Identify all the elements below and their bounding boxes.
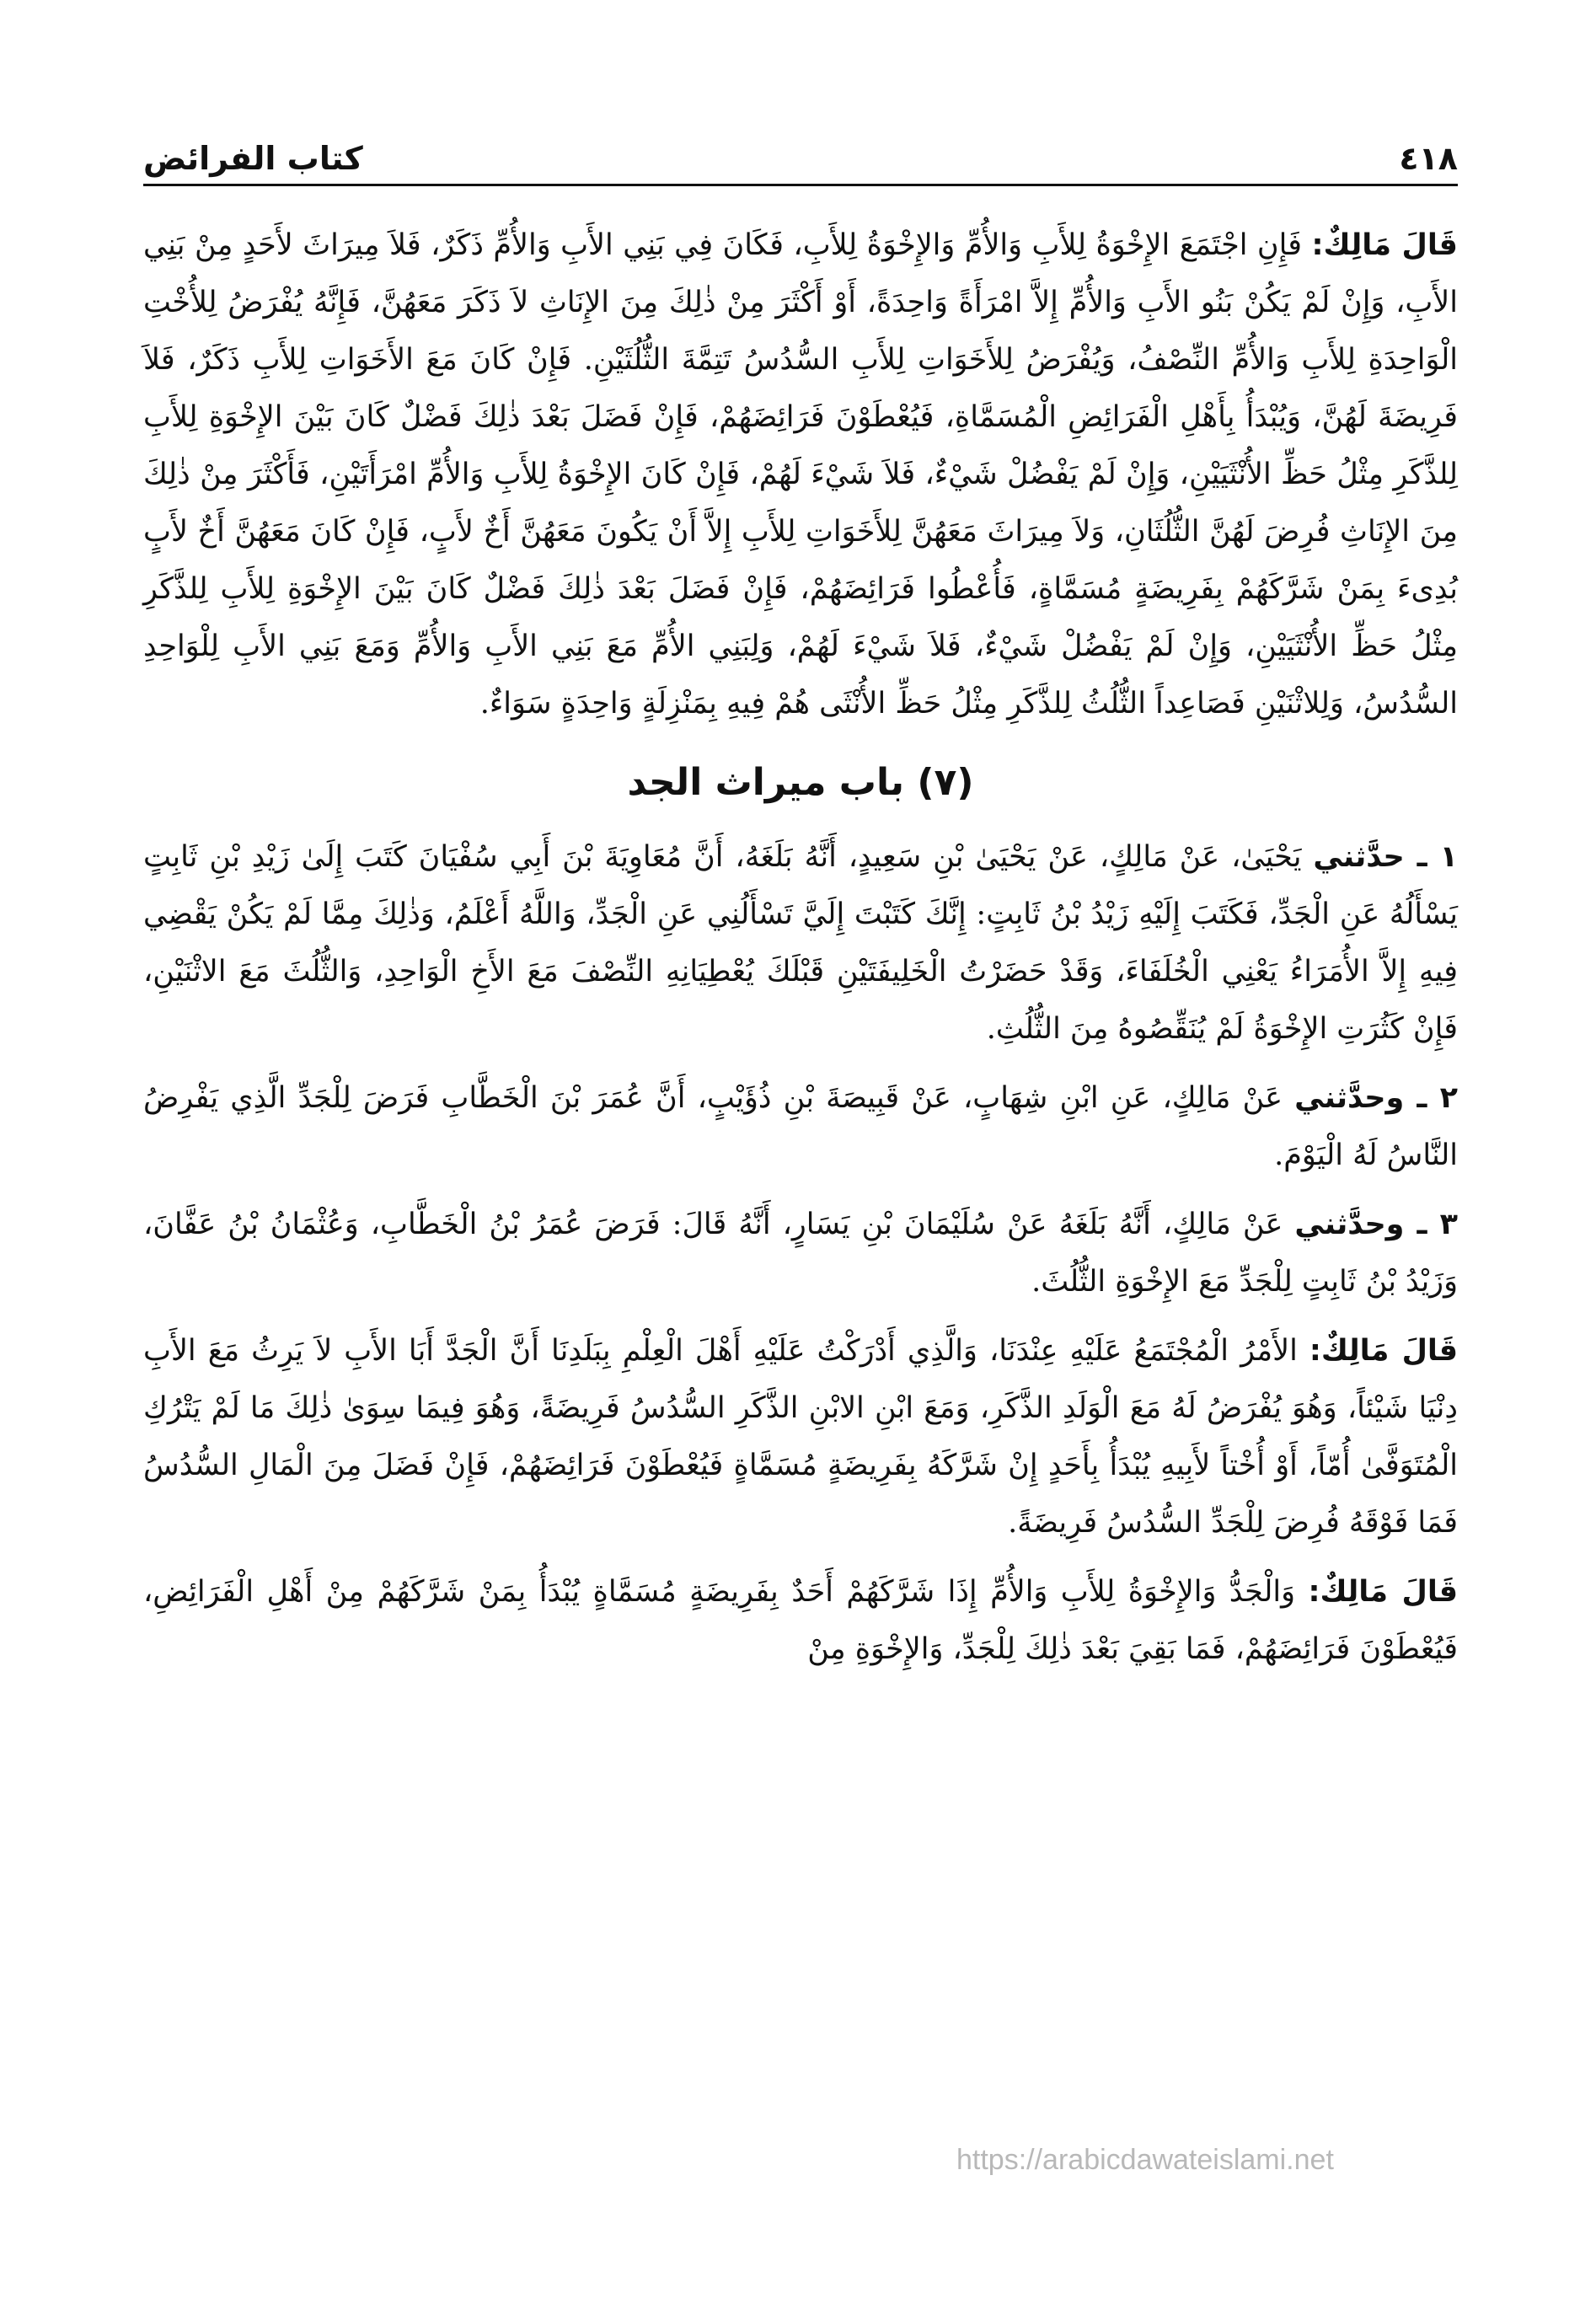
paragraph-malik-2	[143, 1322, 1458, 1551]
paragraph-lead: قَالَ مَالِكٌ:	[1311, 228, 1458, 262]
running-head	[143, 118, 1458, 186]
hadith-lead: ٢ ـ وحدَّثني	[1294, 1081, 1458, 1115]
paragraph-lead: قَالَ مَالِكٌ:	[1309, 1334, 1458, 1368]
hadith-3	[143, 1196, 1458, 1310]
hadith-text: عَنْ مَالِكٍ، عَنِ ابْنِ شِهَابٍ، عَنْ قَبِيصَةَ بْنِ ذُؤَيْبٍ، أَنَّ عُمَرَ بْنَ الْخَطَّابِ فَرَضَ لِلْجَدِّ الَّذِي يَفْرِضُ النَّاسُ لَهُ الْيَوْمَ.	[143, 1081, 1458, 1172]
body-text	[143, 217, 1458, 1678]
hadith-1	[143, 828, 1458, 1058]
paragraph-text: فَإِنِ اجْتَمَعَ الإِخْوَةُ لِلأَبِ وَالأُمِّ وَالإِخْوَةُ لِلأَبِ، فَكَانَ فِي بَنِي الأَبِ وَالأُمِّ ذَكَرٌ، فَلاَ مِيرَاثَ لأَحَدٍ مِنْ بَنِي الأَبِ، وَإِنْ لَمْ يَكُنْ بَنُو الأَبِ وَالأُمِّ إِلاَّ امْرَأَةً وَاحِدَةً، أَوْ أَكْثَرَ مِنْ ذٰلِكَ مِنَ الإِنَاثِ لاَ ذَكَرَ مَعَهُنَّ، فَإِنَّهُ يُفْرَضُ لِلأُخْتِ الْوَاحِدَةِ لِلأَبِ وَالأُمِّ النِّصْفُ، وَيُفْرَضُ لِلأَخَوَاتِ لِلأَبِ السُّدُسُ تَتِمَّةَ الثُّلُثَيْنِ. فَإِنْ كَانَ مَعَ الأَخَوَاتِ لِلأَبِ ذَكَرٌ، فَلاَ فَرِيضَةَ لَهُنَّ، وَيُبْدَأُ بِأَهْلِ الْفَرَائِضِ الْمُسَمَّاةِ، فَيُعْطَوْنَ فَرَائِضَهُمْ، فَإِنْ فَضَلَ بَعْدَ ذٰلِكَ فَضْلٌ كَانَ بَيْنَ الإِخْوَةِ لِلأَبِ لِلذَّكَرِ مِثْلُ حَظِّ الأُنْثَيَيْنِ، وَإِنْ لَمْ يَفْضُلْ شَيْءٌ، فَلاَ شَيْءَ لَهُمْ، فَإِنْ كَانَ الإِخْوَةُ لِلأَبِ وَالأُمِّ امْرَأَتَيْنِ، فَأَكْثَرَ مِنْ ذٰلِكَ مِنَ الإِنَاثِ فُرِضَ لَهُنَّ الثُّلُثَانِ، وَلاَ مِيرَاثَ مَعَهُنَّ لِلأَخَوَاتِ لِلأَبِ إِلاَّ أَنْ يَكُونَ مَعَهُنَّ أَخٌ لأَبٍ، فَإِنْ كَانَ مَعَهُنَّ أَخٌ لأَبٍ بُدِىءَ بِمَنْ شَرَّكَهُمْ بِفَرِيضَةٍ مُسَمَّاةٍ، فَأُعْطُوا فَرَائِضَهُمْ، فَإِنْ فَضَلَ بَعْدَ ذٰلِكَ فَضْلٌ كَانَ بَيْنَ الإِخْوَةِ لِلأَبِ لِلذَّكَرِ مِثْلُ حَظِّ الأُنْثَيَيْنِ، وَإِنْ لَمْ يَفْضُلْ شَيْءٌ، فَلاَ شَيْءَ لَهُمْ، وَلِبَنِي الأُمِّ مَعَ بَنِي الأَبِ وَالأُمِّ وَمَعَ بَنِي الأَبِ لِلْوَاحِدِ السُّدُسُ، وَلِلاثْنَيْنِ فَصَاعِداً الثُّلُثُ لِلذَّكَرِ مِثْلُ حَظِّ الأُنْثَى هُمْ فِيهِ بِمَنْزِلَةٍ وَاحِدَةٍ سَوَاءٌ.	[143, 228, 1458, 721]
paragraph-text: وَالْجَدُّ وَالإِخْوَةُ لِلأَبِ وَالأُمِّ إِذَا شَرَّكَهُمْ أَحَدٌ بِفَرِيضَةٍ مُسَمَّاةٍ يُبْدَأُ بِمَنْ شَرَّكَهُمْ مِنْ أَهْلِ الْفَرَائِضِ، فَيُعْطَوْنَ فَرَائِضَهُمْ، فَمَا بَقِيَ بَعْدَ ذٰلِكَ لِلْجَدِّ، وَالإِخْوَةِ مِنْ	[143, 1575, 1458, 1666]
paragraph-lead: قَالَ مَالِكٌ:	[1308, 1575, 1458, 1609]
chapter-title: كتاب الفرائض	[143, 140, 363, 177]
hadith-lead: ٣ ـ وحدَّثني	[1294, 1208, 1458, 1241]
book-page	[143, 118, 1458, 2275]
paragraph-malik-3	[143, 1563, 1458, 1678]
hadith-lead: ١ ـ حدَّثني	[1313, 840, 1458, 874]
watermark-url: https://arabicdawateislami.net	[956, 2144, 1334, 2176]
section-heading: (٧) باب ميراث الجد	[627, 761, 974, 804]
page-number: ٤١٨	[1399, 140, 1458, 177]
hadith-text: عَنْ مَالِكٍ، أَنَّهُ بَلَغَهُ عَنْ سُلَيْمَانَ بْنِ يَسَارٍ، أَنَّهُ قَالَ: فَرَضَ عُمَرُ بْنُ الْخَطَّابِ، وَعُثْمَانُ بْنُ عَفَّانَ، وَزَيْدُ بْنُ ثَابِتٍ لِلْجَدِّ مَعَ الإِخْوَةِ الثُّلُثَ.	[143, 1208, 1458, 1299]
hadith-2	[143, 1069, 1458, 1184]
paragraph-malik-1	[143, 217, 1458, 732]
hadith-text: يَحْيَىٰ، عَنْ مَالِكٍ، عَنْ يَحْيَىٰ بْنِ سَعِيدٍ، أَنَّهُ بَلَغَهُ، أَنَّ مُعَاوِيَةَ بْنَ أَبِي سُفْيَانَ كَتَبَ إِلَىٰ زَيْدِ بْنِ ثَابِتٍ يَسْأَلُهُ عَنِ الْجَدِّ، فَكَتَبَ إِلَيْهِ زَيْدُ بْنُ ثَابِتٍ: إِنَّكَ كَتَبْتَ إِلَيَّ تَسْأَلُنِي عَنِ الْجَدِّ، وَاللَّهُ أَعْلَمُ، وَذٰلِكَ مِمَّا لَمْ يَكُنْ يَقْضِي فِيهِ إِلاَّ الأُمَرَاءُ يَعْنِي الْخُلَفَاءَ، وَقَدْ حَضَرْتُ الْخَلِيفَتَيْنِ قَبْلَكَ يُعْطِيَانِهِ النِّصْفَ مَعَ الأَخِ الْوَاحِدِ، وَالثُّلُثَ مَعَ الاثْنَيْنِ، فَإِنْ كَثُرَتِ الإِخْوَةُ لَمْ يُنَقِّصُوهُ مِنَ الثُّلُثِ.	[143, 840, 1458, 1046]
paragraph-text: الأَمْرُ الْمُجْتَمَعُ عَلَيْهِ عِنْدَنَا، وَالَّذِي أَدْرَكْتُ عَلَيْهِ أَهْلَ الْعِلْمِ بِبَلَدِنَا أَنَّ الْجَدَّ أَبَا الأَبِ لاَ يَرِثُ مَعَ الأَبِ دِنْيَا شَيْئاً، وَهُوَ يُفْرَضُ لَهُ مَعَ الْوَلَدِ الذَّكَرِ، وَمَعَ ابْنِ الابْنِ الذَّكَرِ السُّدُسُ فَرِيضَةً، وَهُوَ فِيمَا سِوَىٰ ذٰلِكَ مَا لَمْ يَتْرُكِ الْمُتَوَفَّىٰ أُمّاً، أَوْ أُخْتاً لأَبِيهِ يُبْدَأُ بِأَحَدٍ إِنْ شَرَّكَهُ بِفَرِيضَةٍ مُسَمَّاةٍ فَيُعْطَوْنَ فَرَائِضَهُمْ، فَإِنْ فَضَلَ مِنَ الْمَالِ السُّدُسُ فَمَا فَوْقَهُ فُرِضَ لِلْجَدِّ السُّدُسُ فَرِيضَةً.	[143, 1334, 1458, 1540]
